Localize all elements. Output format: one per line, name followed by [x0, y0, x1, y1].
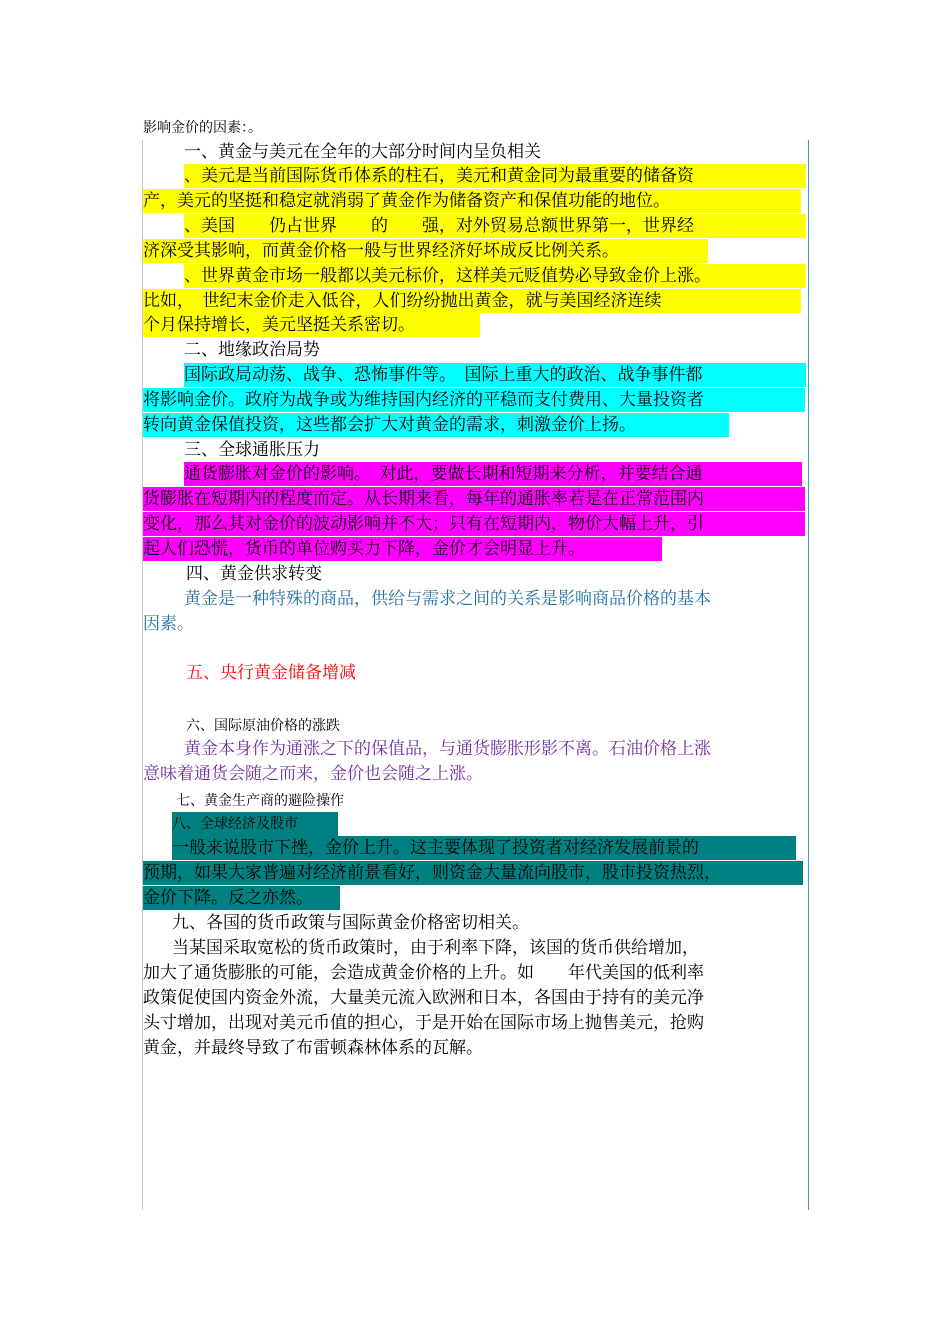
section1-line-1: 、美元是当前国际货币体系的柱石，美元和黄金同为最重要的储备资	[184, 164, 806, 188]
section9-line-2: 加大了通货膨胀的可能，会造成黄金价格的上升。如 年代美国的低利率	[143, 963, 704, 983]
section1-line-4: 济深受其影响，而黄金价格一般与世界经济好坏成反比例关系。	[143, 239, 708, 263]
section8-line-3: 金价下降。反之亦然。	[143, 886, 340, 910]
section3-line-2: 货膨胀在短期内的程度而定。从长期来看，每年的通胀率若是在正常范围内	[143, 487, 805, 511]
section6-line-2: 意味着通货会随之而来，金价也会随之上涨。	[143, 764, 483, 784]
section6-heading: 六、国际原油价格的涨跌	[186, 718, 340, 734]
section9-line-4: 头寸增加，出现对美元币值的担心，于是开始在国际市场上抛售美元，抢购	[143, 1013, 704, 1033]
section1-line-3: 、美国 仍占世界 的 强，对外贸易总额世界第一，世界经	[184, 214, 806, 238]
section1-line-6: 比如， 世纪末金价走入低谷，人们纷纷抛出黄金，就与美国经济连续	[143, 289, 801, 313]
section6-line-1: 黄金本身作为通涨之下的保值品，与通货膨胀形影不离。石油价格上涨	[184, 739, 711, 759]
section4-line-1: 黄金是一种特殊的商品，供给与需求之间的关系是影响商品价格的基本	[184, 589, 711, 609]
section2-line-3: 转向黄金保值投资，这些都会扩大对黄金的需求，刺激金价上扬。	[143, 413, 729, 437]
section8-heading: 八、全球经济及股市	[172, 812, 338, 836]
section1-line-2: 产，美元的坚挺和稳定就消弱了黄金作为储备资产和保值功能的地位。	[143, 189, 801, 213]
section2-line-1: 国际政局动荡、战争、恐怖事件等。 国际上重大的政治、战争事件都	[184, 363, 806, 387]
right-margin-rule	[808, 140, 809, 1210]
intro-text: 影响金价的因素：。	[143, 120, 262, 136]
section9-heading: 九、各国的货币政策与国际黄金价格密切相关。	[172, 913, 529, 933]
section9-line-5: 黄金，并最终导致了布雷顿森林体系的瓦解。	[143, 1038, 483, 1058]
section8-line-1: 一般来说股市下挫，金价上升。这主要体现了投资者对经济发展前景的	[172, 836, 796, 860]
section7-heading: 七、黄金生产商的避险操作	[176, 793, 344, 809]
section3-heading: 三、全球通胀压力	[184, 440, 320, 460]
section8-line-2: 预期，如果大家普遍对经济前景看好，则资金大量流向股市，股市投资热烈，	[143, 861, 803, 885]
section1-line-7: 个月保持增长，美元坚挺关系密切。	[143, 313, 480, 337]
section9-line-3: 政策促使国内资金外流，大量美元流入欧洲和日本，各国由于持有的美元净	[143, 988, 704, 1008]
section5-heading: 五、央行黄金储备增减	[186, 663, 356, 683]
section2-line-2: 将影响金价。政府为战争或为维持国内经济的平稳而支付费用、大量投资者	[143, 388, 805, 412]
section4-line-2: 因素。	[143, 614, 194, 634]
section1-line-5: 、世界黄金市场一般都以美元标价，这样美元贬值势必导致金价上涨。	[184, 264, 806, 288]
section9-line-1: 当某国采取宽松的货币政策时，由于利率下降，该国的货币供给增加，	[172, 938, 699, 958]
section1-heading: 一、黄金与美元在全年的大部分时间内呈负相关	[184, 142, 541, 162]
section3-line-4: 起人们恐慌，货币的单位购买力下降，金价才会明显上升。	[143, 537, 662, 561]
section3-line-1: 通货膨胀对金价的影响。 对此，要做长期和短期来分析，并要结合通	[184, 462, 802, 486]
section3-line-3: 变化，那么其对金价的波动影响并不大；只有在短期内，物价大幅上升，引	[143, 512, 805, 536]
section2-heading: 二、地缘政治局势	[184, 340, 320, 360]
section4-heading: 四、黄金供求转变	[186, 564, 322, 584]
